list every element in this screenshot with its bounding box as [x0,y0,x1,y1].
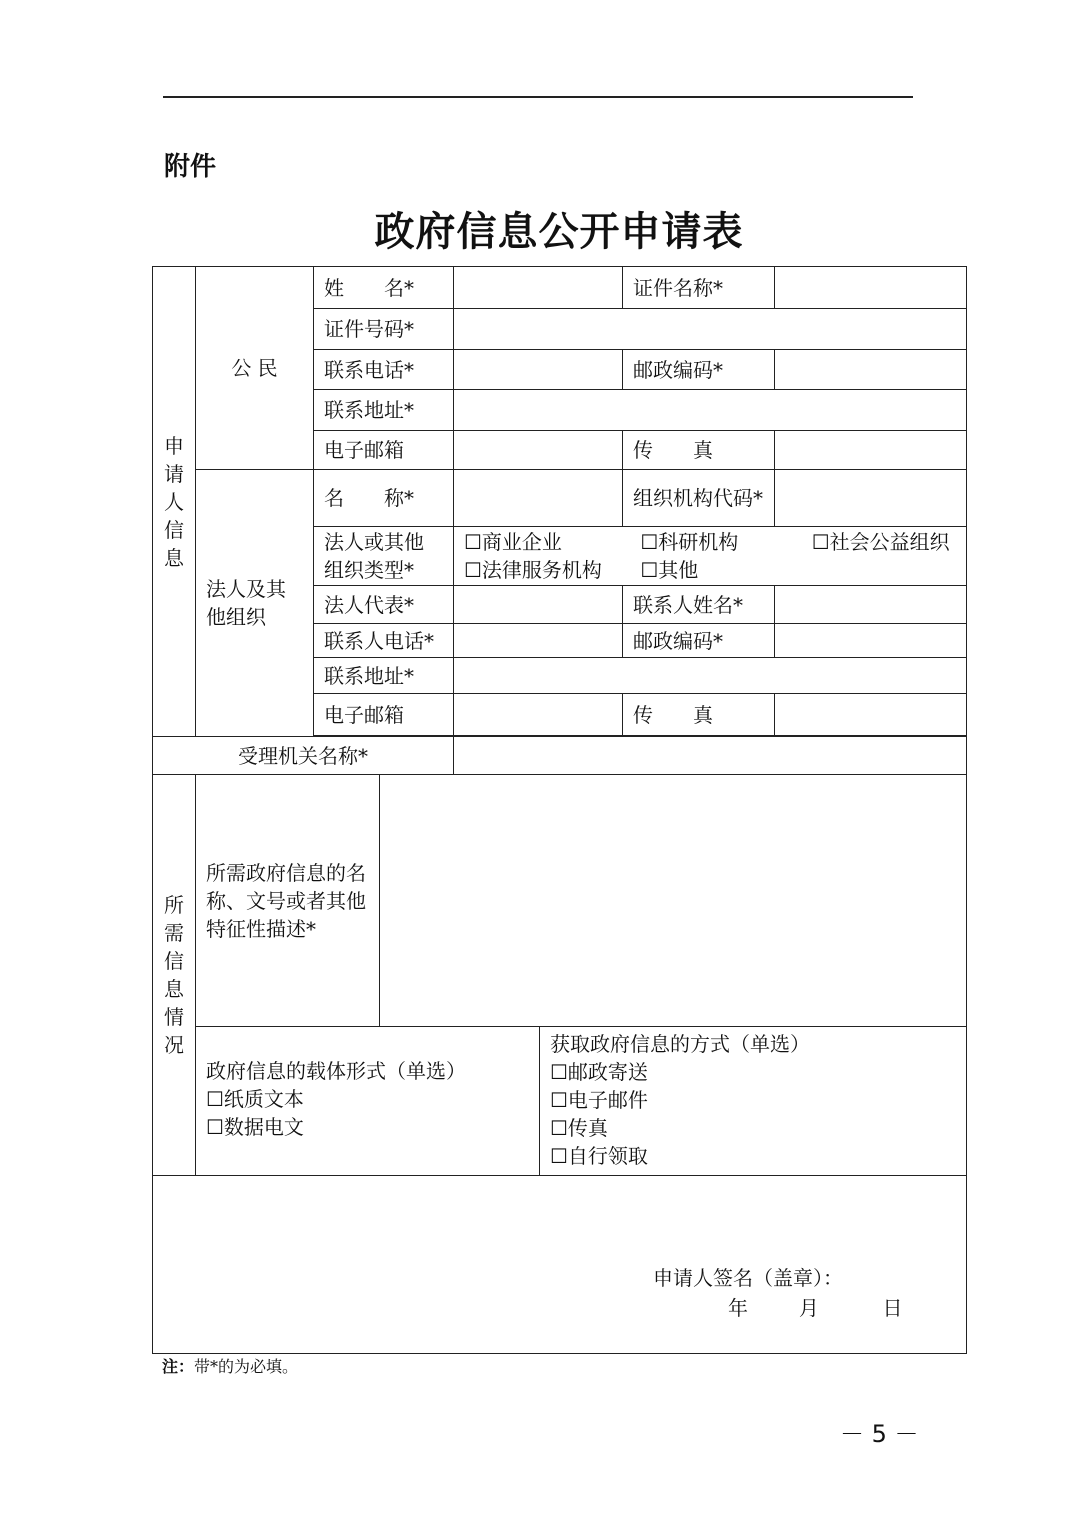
citizen-id-type-label: 证件名称* [623,267,775,309]
org-email-label: 电子邮箱 [314,694,454,736]
header-rule [163,96,913,98]
citizen-postcode-label: 邮政编码* [623,350,775,390]
footnote [162,1354,298,1377]
footnote-text: 带*的为必填。 [194,1357,299,1376]
organization-label: 法人及其他组织 [196,470,314,737]
option-commercial[interactable]: ☐商业企业 [464,530,562,554]
carrier-option-electronic[interactable]: ☐数据电文 [206,1115,304,1139]
date-year: 年 [728,1296,748,1320]
org-type-label: 法人或其他组织类型* [314,527,454,586]
citizen-postcode-field[interactable] [775,350,967,390]
carrier-form-group [196,1027,540,1176]
agency-label: 受理机关名称* [153,737,454,775]
org-postcode-field[interactable] [775,624,967,658]
description-label: 所需政府信息的名称、文号或者其他特征性描述* [196,775,380,1027]
org-fax-field[interactable] [775,694,967,736]
contact-phone-field[interactable] [454,624,623,658]
method-label: 获取政府信息的方式（单选） [550,1032,810,1056]
date-month: 月 [798,1296,819,1320]
page-number: － 5 － [840,1420,919,1448]
option-other[interactable]: ☐其他 [640,558,699,582]
signature-area[interactable] [153,1176,967,1354]
citizen-fax-field[interactable] [775,431,967,470]
option-public-welfare[interactable]: ☐社会公益组织 [811,530,950,554]
citizen-email-field[interactable] [454,431,623,470]
org-type-options [454,527,967,586]
org-address-label: 联系地址* [314,658,454,694]
signature-label: 申请人签名（盖章）： [653,1266,843,1290]
option-research[interactable]: ☐科研机构 [640,530,739,554]
citizen-name-label: 姓 名* [314,267,454,309]
contact-name-label: 联系人姓名* [623,586,775,624]
carrier-option-paper[interactable]: ☐纸质文本 [206,1087,304,1111]
org-code-field[interactable] [775,470,967,527]
method-option-email[interactable]: ☐电子邮件 [550,1088,648,1112]
method-group [540,1027,967,1176]
citizen-address-label: 联系地址* [314,390,454,431]
citizen-label: 公 民 [196,267,314,470]
legal-rep-field[interactable] [454,586,623,624]
citizen-email-label: 电子邮箱 [314,431,454,470]
agency-field[interactable] [454,737,967,775]
citizen-name-field[interactable] [454,267,623,309]
contact-name-field[interactable] [775,586,967,624]
form-title: 政府信息公开申请表 [374,208,744,255]
org-fax-label: 传 真 [623,694,775,736]
citizen-id-number-field[interactable] [454,309,967,350]
signature-date [728,1294,902,1322]
footnote-prefix: 注： [162,1357,195,1376]
citizen-fax-label: 传 真 [623,431,775,470]
legal-rep-label: 法人代表* [314,586,454,624]
contact-phone-label: 联系人电话* [314,624,454,658]
org-code-label: 组织机构代码* [623,470,775,527]
citizen-address-field[interactable] [454,390,967,431]
date-day: 日 [882,1296,903,1320]
org-name-label: 名 称* [314,470,454,527]
org-postcode-label: 邮政编码* [623,624,775,658]
attachment-label: 附件 [164,152,217,182]
application-form-table [152,266,967,1354]
option-legal-service[interactable]: ☐法律服务机构 [464,558,602,582]
org-email-field[interactable] [454,694,623,736]
description-field[interactable] [380,775,967,1027]
citizen-phone-field[interactable] [454,350,623,390]
method-option-fax[interactable]: ☐传真 [550,1116,608,1140]
citizen-phone-label: 联系电话* [314,350,454,390]
citizen-id-number-label: 证件号码* [314,309,454,350]
applicant-section-label: 申请人信息 [153,267,196,737]
citizen-id-type-field[interactable] [775,267,967,309]
method-option-post[interactable]: ☐邮政寄送 [550,1060,648,1084]
carrier-label: 政府信息的载体形式（单选） [206,1059,466,1083]
info-section-label: 所需信息情况 [153,775,196,1176]
org-address-field[interactable] [454,658,967,694]
method-option-self-pickup[interactable]: ☐自行领取 [550,1144,648,1168]
org-name-field[interactable] [454,470,623,527]
